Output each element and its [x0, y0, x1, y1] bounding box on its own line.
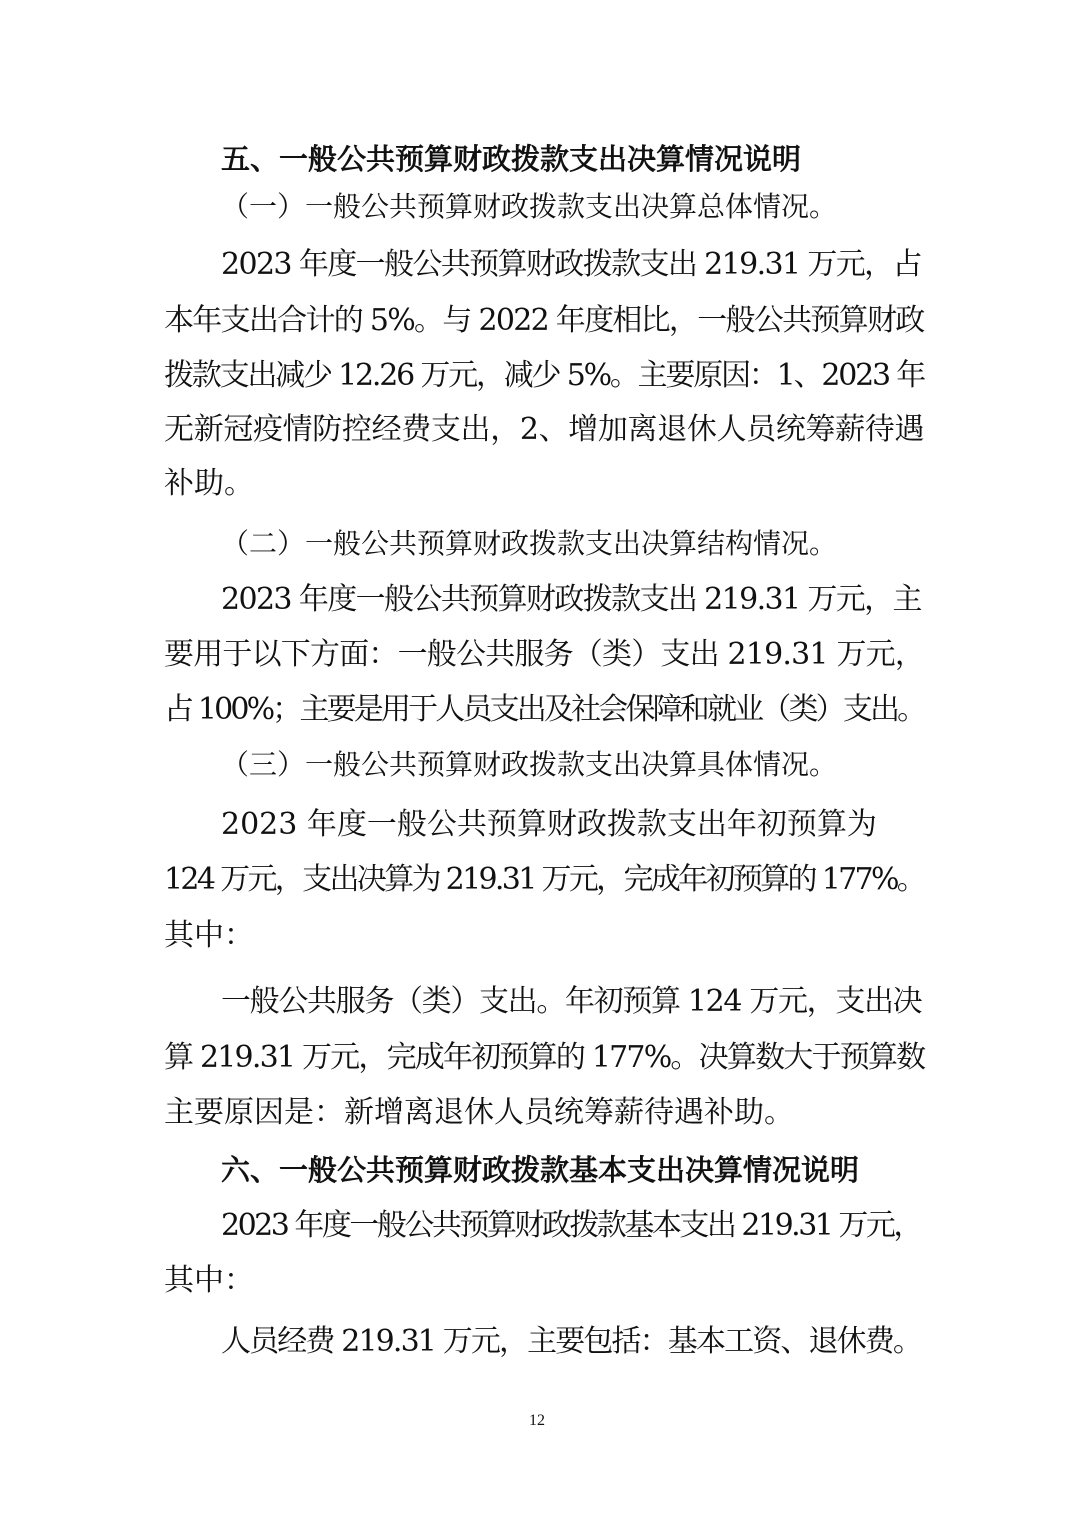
- paragraph-line: 占 100%；主要是用于人员支出及社会保障和就业（类）支出。: [164, 692, 925, 727]
- paragraph-line: 2023 年度一般公共预算财政拨款支出 219.31 万元，主: [221, 582, 921, 617]
- paragraph-line: 其中：: [164, 918, 254, 953]
- paragraph-line: 本年支出合计的 5%。与 2022 年度相比，一般公共预算财政: [164, 303, 924, 338]
- subsection-heading-5-3: （三）一般公共预算财政拨款支出决算具体情况。: [221, 748, 838, 781]
- paragraph-line: 124 万元，支出决算为 219.31 万元，完成年初预算的 177%。: [164, 862, 925, 897]
- subsection-heading-5-1: （一）一般公共预算财政拨款支出决算总体情况。: [221, 190, 838, 223]
- paragraph-line: 2023 年度一般公共预算财政拨款基本支出 219.31 万元，: [221, 1208, 921, 1243]
- paragraph-line: 一般公共服务（类）支出。年初预算 124 万元，支出决: [221, 984, 922, 1019]
- paragraph-line: 算 219.31 万元，完成年初预算的 177%。决算数大于预算数: [164, 1040, 925, 1075]
- paragraph-line: 2023 年度一般公共预算财政拨款支出 219.31 万元，占: [221, 247, 921, 282]
- paragraph-line: 要用于以下方面：一般公共服务（类）支出 219.31 万元，: [164, 637, 925, 672]
- paragraph-line: 拨款支出减少 12.26 万元，减少 5%。主要原因：1、2023 年: [164, 358, 925, 393]
- subsection-heading-5-2: （二）一般公共预算财政拨款支出决算结构情况。: [221, 527, 838, 560]
- section-heading-6: 六、一般公共预算财政拨款基本支出决算情况说明: [221, 1153, 860, 1187]
- paragraph-line: 人员经费 219.31 万元，主要包括：基本工资、退休费。: [221, 1324, 922, 1359]
- paragraph-line: 其中：: [164, 1263, 254, 1298]
- paragraph-line: 无新冠疫情防控经费支出，2、增加离退休人员统筹薪待遇: [164, 412, 925, 447]
- page-number: 12: [529, 1412, 545, 1429]
- paragraph-line: 主要原因是：新增离退休人员统筹薪待遇补助。: [164, 1095, 794, 1130]
- section-heading-5: 五、一般公共预算财政拨款支出决算情况说明: [221, 142, 802, 176]
- paragraph-line: 2023 年度一般公共预算财政拨款支出年初预算为: [221, 807, 877, 842]
- paragraph-line: 补助。: [164, 466, 254, 501]
